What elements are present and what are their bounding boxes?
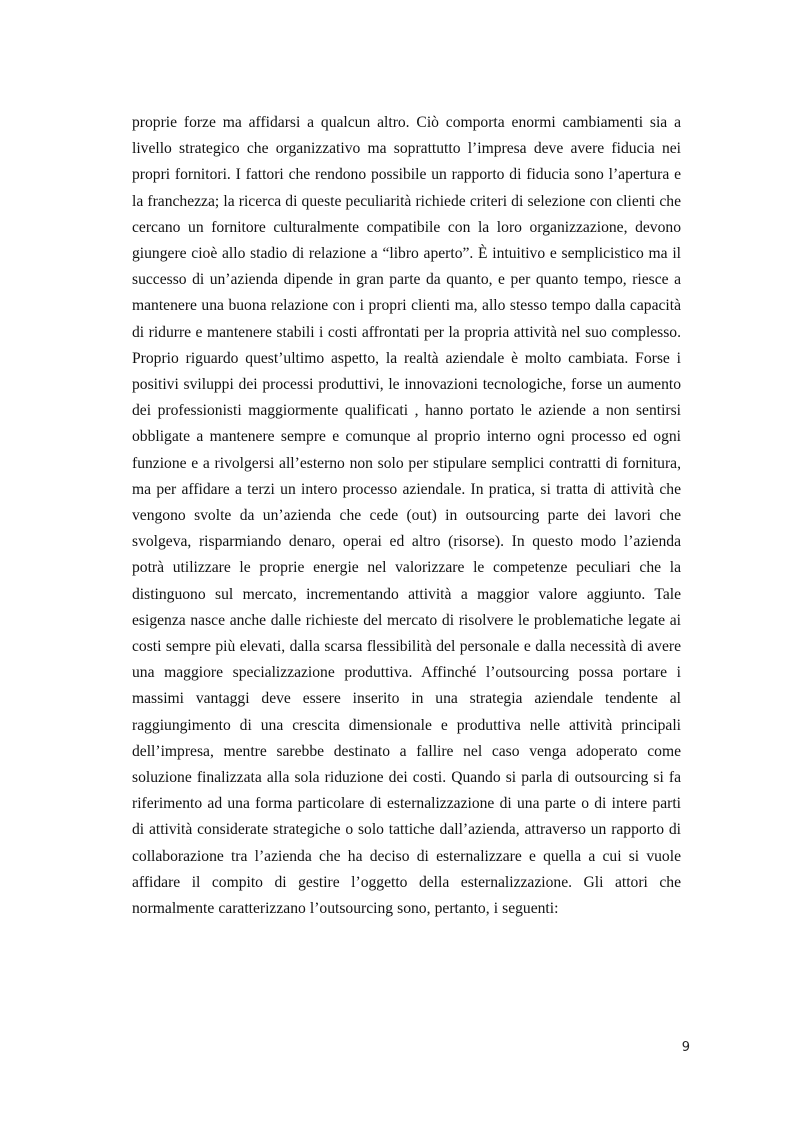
- body-paragraph: proprie forze ma affidarsi a qualcun altro. Ciò comporta enormi cambiamenti sia a livello strategico che organizzativo ma soprattutto l’impresa deve avere fiducia nei propri fornitori. I fattori che rendono possibile un rapporto di fiducia sono l’apertura e la franchezza; la ricerca di queste peculiarità richiede criteri di selezione con clienti che cercano un fornitore culturalmente compatibile con la loro organizzazione, devono giungere cioè allo stadio di relazione a “libro aperto”. È intuitivo e semplicistico ma il successo di un’azienda dipende in gran parte da quanto, e per quanto tempo, riesce a mantenere una buona relazione con i propri clienti ma, allo stesso tempo dalla capacità di ridurre e mantenere stabili i costi affrontati per la propria attività nel suo complesso. Proprio riguardo quest’ultimo aspetto, la realtà aziendale è molto cambiata. Forse i positivi sviluppi dei processi produttivi, le innovazioni tecnologiche, forse un aumento dei professionisti maggiormente qualificati , hanno portato le aziende a non sentirsi obbligate a mantenere sempre e comunque al proprio interno ogni processo ed ogni funzione e a rivolgersi all’esterno non solo per stipulare semplici contratti di fornitura, ma per affidare a terzi un intero processo aziendale. In pratica, si tratta di attività che vengono svolte da un’azienda che cede (out) in outsourcing parte dei lavori che svolgeva, risparmiando denaro, operai ed altro (risorse). In questo modo l’azienda potrà utilizzare le proprie energie nel valorizzare le competenze peculiari che la distinguono sul mercato, incrementando attività a maggior valore aggiunto. Tale esigenza nasce anche dalle richieste del mercato di risolvere le problematiche legate ai costi sempre più elevati, dalla scarsa flessibilità del personale e dalla necessità di avere una maggiore specializzazione produttiva. Affinché l’outsourcing possa portare i massimi vantaggi deve essere inserito in una strategia aziendale tendente al raggiungimento di una crescita dimensionale e produttiva nelle attività principali dell’impresa, mentre sarebbe destinato a fallire nel caso venga adoperato come soluzione finalizzata alla sola riduzione dei costi. Quando si parla di outsourcing si fa riferimento ad una forma particolare di esternalizzazione di una parte o di intere parti di attività considerate strategiche o solo tattiche dall’azienda, attraverso un rapporto di collaborazione tra l’azienda che ha deciso di esternalizzare e quella a cui si vuole affidare il compito di gestire l’oggetto della esternalizzazione. Gli attori che normalmente caratterizzano l’outsourcing sono, pertanto, i seguenti:: [132, 114, 681, 918]
- page-number: 9: [681, 1040, 690, 1055]
